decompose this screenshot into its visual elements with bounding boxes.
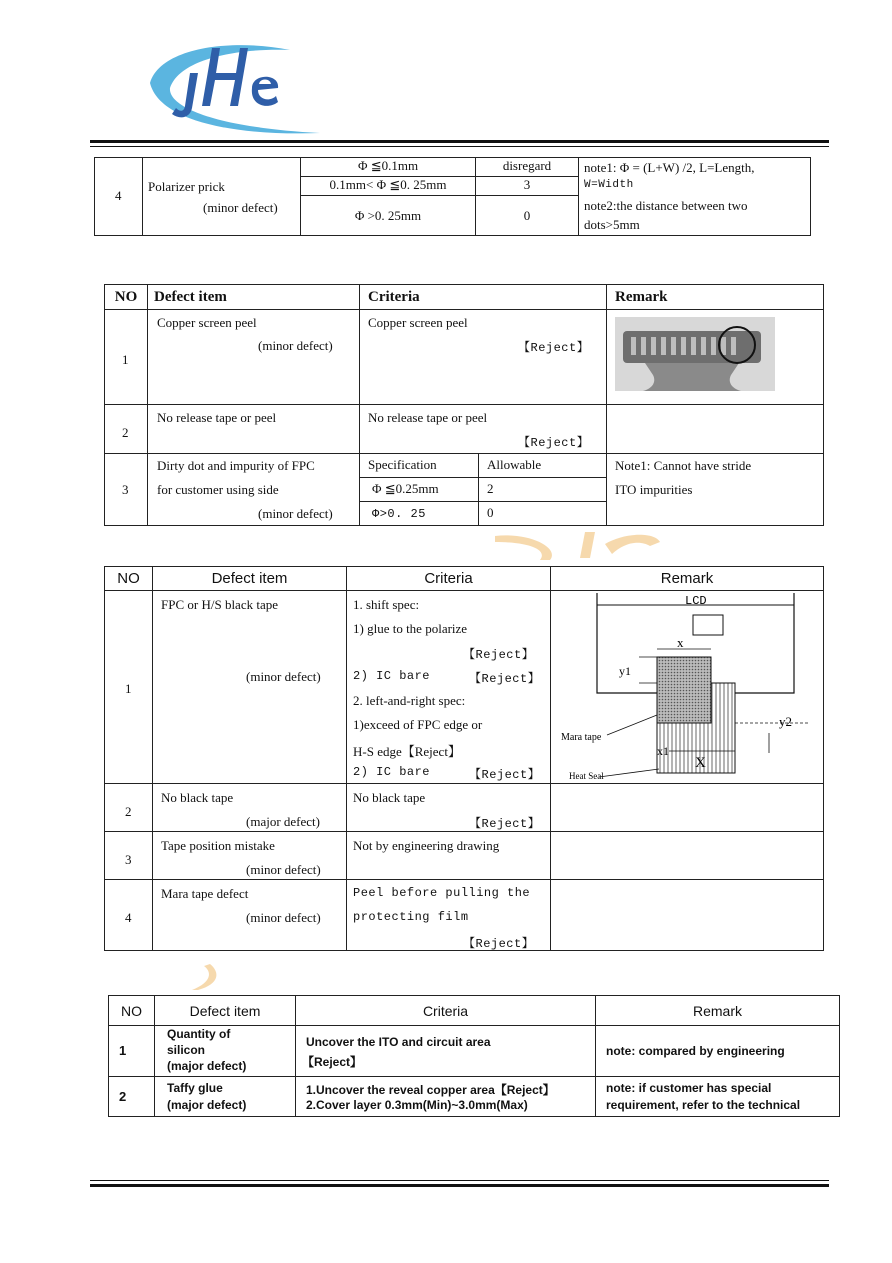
note-text: note1: Φ = (L+W) /2, L=Length,	[584, 160, 755, 175]
note-text: dots>5mm	[584, 217, 640, 232]
header-label: Criteria	[424, 570, 473, 587]
remark-cell	[596, 1026, 840, 1076]
defect-item-label: Tape position mistake	[161, 838, 275, 853]
allow-cell	[479, 501, 607, 525]
criteria-cell	[347, 591, 551, 784]
remark-cell	[551, 880, 824, 951]
defect-class-label: (minor defect)	[246, 669, 321, 684]
header-no	[105, 567, 153, 591]
y2-label: y2	[779, 714, 792, 729]
y1-label: y1	[619, 664, 631, 678]
defect-class-label: (major defect)	[246, 814, 320, 829]
row-number: 2	[122, 425, 129, 441]
remark-cell	[607, 453, 824, 525]
defect-item-label: Taffy glue	[167, 1080, 223, 1095]
header-criteria	[296, 996, 596, 1026]
criteria-text: 2. left-and-right spec:	[353, 693, 466, 708]
polarizer-item-cell	[143, 158, 301, 236]
reject-tag: 【Reject】	[469, 768, 541, 782]
no-cell	[105, 405, 148, 453]
no-cell	[105, 310, 148, 405]
criteria-text: Φ >0. 25mm	[354, 207, 422, 223]
header-criteria	[360, 285, 607, 310]
criteria-text: 2) IC bare	[353, 669, 431, 683]
item-cell	[153, 832, 347, 880]
lcd-label: LCD	[685, 594, 707, 608]
header-label: Criteria	[368, 288, 420, 305]
defect-item-label: Copper screen peel	[157, 315, 257, 331]
reject-tag: 【Reject】	[302, 1055, 363, 1070]
criteria-cell	[301, 196, 476, 236]
no-cell	[105, 591, 153, 784]
reject-tag: 【Reject】	[469, 817, 541, 831]
criteria-text: No black tape	[353, 790, 426, 805]
defect-class-label: (major defect)	[167, 1059, 247, 1074]
defect-item-label: Dirty dot and impurity of FPC	[157, 457, 315, 473]
watermark-fragment	[190, 962, 224, 992]
remark-text: Note1: Cannot have stride	[615, 457, 752, 473]
spec-text: Φ>0. 25	[372, 507, 426, 522]
logo-graphic	[140, 28, 340, 138]
reject-tag: 【Reject】	[463, 648, 535, 662]
criteria-cell	[296, 1076, 596, 1116]
defect-item-label: FPC or H/S black tape	[161, 597, 278, 612]
header-no	[109, 996, 155, 1026]
defect-class-label: (minor defect)	[203, 200, 278, 215]
criteria-cell	[301, 158, 476, 177]
criteria-cell	[347, 832, 551, 880]
reject-tag: 【Reject】	[518, 341, 590, 356]
row-number: 2	[119, 1088, 127, 1104]
header-label: Criteria	[422, 1002, 469, 1019]
criteria-text: 1) glue to the polarize	[353, 621, 468, 636]
x-big-label: X	[695, 755, 706, 771]
header-no	[105, 285, 148, 310]
row-number: 2	[125, 804, 132, 819]
row-number: 1	[122, 352, 129, 368]
criteria-text: 2.Cover layer 0.3mm(Min)~3.0mm(Max)	[306, 1097, 528, 1112]
header-label: NO	[121, 1002, 142, 1019]
qty-text: 3	[523, 177, 531, 192]
defect-class-label: (minor defect)	[246, 910, 321, 925]
x-small-label: x	[677, 635, 684, 650]
remark-text: note: if customer has special	[606, 1080, 772, 1095]
criteria-cell	[296, 1026, 596, 1076]
header-remark	[551, 567, 824, 591]
criteria-text: No release tape or peel	[368, 410, 488, 426]
allow-cell	[479, 477, 607, 501]
allow-header: Allowable	[487, 457, 542, 473]
header-defect-item	[148, 285, 360, 310]
item-cell	[148, 310, 360, 405]
qty-cell	[476, 158, 579, 177]
allow-text: 2	[487, 481, 494, 497]
criteria-text: 1.Uncover the reveal copper area【Reject】	[306, 1082, 555, 1097]
row-number: 3	[125, 852, 132, 867]
no-cell	[109, 1026, 155, 1076]
spec-header: Specification	[368, 457, 437, 473]
header-remark	[607, 285, 824, 310]
criteria-cell	[360, 310, 607, 405]
defect-item-label: No black tape	[161, 790, 234, 805]
reject-tag: 【Reject】	[518, 436, 590, 451]
company-logo	[140, 28, 340, 138]
qty-cell	[476, 177, 579, 196]
defect-item-label: No release tape or peel	[157, 410, 277, 426]
defect-class-label: (minor defect)	[246, 862, 321, 877]
header-criteria	[347, 567, 551, 591]
remark-text: note: compared by engineering	[606, 1044, 785, 1059]
defect-item-label: Polarizer prick	[148, 179, 225, 194]
note-text: note2:the distance between two	[584, 198, 748, 213]
remark-cell	[551, 832, 824, 880]
criteria-text: 0.1mm< Φ ≦0. 25mm	[329, 177, 447, 192]
defect-item-label: Quantity of	[167, 1027, 231, 1042]
spec-cell	[360, 501, 479, 525]
no-cell	[105, 832, 153, 880]
item-cell	[155, 1076, 296, 1116]
remark-cell	[551, 591, 824, 784]
reject-tag: 【Reject】	[463, 937, 535, 951]
defect-class-label: (minor defect)	[258, 338, 333, 354]
footer-rule-thick	[90, 1184, 829, 1187]
criteria-text: Copper screen peel	[368, 315, 468, 331]
row-number: 1	[119, 1043, 127, 1059]
criteria-text: Uncover the ITO and circuit area	[306, 1035, 491, 1050]
remark-cell	[607, 310, 824, 405]
item-cell	[155, 1026, 296, 1076]
allow-header-cell	[479, 453, 607, 477]
item-cell	[153, 784, 347, 832]
header-label: Defect item	[211, 570, 288, 587]
polarizer-table	[94, 157, 811, 236]
criteria-text: H-S edge【Reject】	[353, 744, 461, 759]
remark-cell	[551, 784, 824, 832]
header-label: Remark	[660, 570, 714, 587]
defect-class-label: (minor defect)	[258, 505, 333, 521]
criteria-cell	[347, 784, 551, 832]
defect-class-label: (major defect)	[167, 1097, 247, 1112]
silicon-table	[108, 995, 840, 1117]
no-cell	[105, 784, 153, 832]
remark-cell	[596, 1076, 840, 1116]
row-number: 1	[125, 681, 132, 696]
polarizer-no-cell	[95, 158, 143, 236]
criteria-text: protecting film	[353, 910, 469, 924]
header-rule-thick	[90, 140, 829, 143]
x1-label: x1	[657, 744, 669, 758]
header-remark	[596, 996, 840, 1026]
criteria-text: 2) IC bare	[353, 765, 431, 779]
remark-text: ITO impurities	[615, 481, 693, 497]
row-number: 4	[125, 910, 132, 925]
header-rule-thin	[90, 146, 829, 147]
item-cell	[148, 453, 360, 525]
spec-cell	[360, 477, 479, 501]
header-label: NO	[114, 288, 138, 305]
header-defect-item	[153, 567, 347, 591]
row-number: 4	[115, 188, 122, 203]
header-label: NO	[117, 570, 140, 587]
note-text: W=Width	[584, 179, 634, 191]
item-cell	[153, 591, 347, 784]
no-cell	[109, 1076, 155, 1116]
criteria-cell	[301, 177, 476, 196]
defect-item-label: for customer using side	[157, 481, 279, 497]
footer-rule-thin	[90, 1180, 829, 1181]
criteria-text: 1)exceed of FPC edge or	[353, 717, 483, 732]
criteria-text: Peel before pulling the	[353, 886, 531, 900]
spec-header-cell	[360, 453, 479, 477]
item-cell	[148, 405, 360, 453]
polarizer-notes-cell	[579, 158, 811, 236]
remark-text: requirement, refer to the technical	[606, 1097, 801, 1112]
criteria-text: Not by engineering drawing	[353, 838, 500, 853]
defect-item-label: silicon	[167, 1043, 206, 1058]
header-label: Remark	[692, 1002, 742, 1019]
tape-table	[104, 566, 824, 951]
watermark-logo-fragment	[490, 528, 670, 562]
qty-text: 0	[523, 207, 531, 223]
allow-text: 0	[487, 505, 494, 521]
header-label: Defect item	[154, 288, 227, 305]
no-cell	[105, 453, 148, 525]
copper-peel-photo	[615, 317, 775, 391]
criteria-cell	[347, 880, 551, 951]
defect-item-label: Mara tape defect	[161, 886, 249, 901]
header-label: Remark	[615, 288, 668, 305]
qty-text: disregard	[502, 158, 552, 173]
reject-tag: 【Reject】	[469, 672, 541, 686]
criteria-text: Φ ≦0.1mm	[357, 158, 419, 173]
copper-table	[104, 284, 824, 526]
remark-cell	[607, 405, 824, 453]
spec-text: Φ ≦0.25mm	[372, 481, 439, 497]
criteria-text: 1. shift spec:	[353, 597, 420, 612]
black-tape-diagram	[559, 593, 821, 781]
criteria-cell	[360, 405, 607, 453]
no-cell	[105, 880, 153, 951]
row-number: 3	[122, 481, 129, 497]
qty-cell	[476, 196, 579, 236]
heat-seal-label: Heat Seal	[569, 771, 604, 781]
header-defect-item	[155, 996, 296, 1026]
header-label: Defect item	[189, 1002, 261, 1019]
item-cell	[153, 880, 347, 951]
mara-tape-label: Mara tape	[561, 732, 602, 743]
